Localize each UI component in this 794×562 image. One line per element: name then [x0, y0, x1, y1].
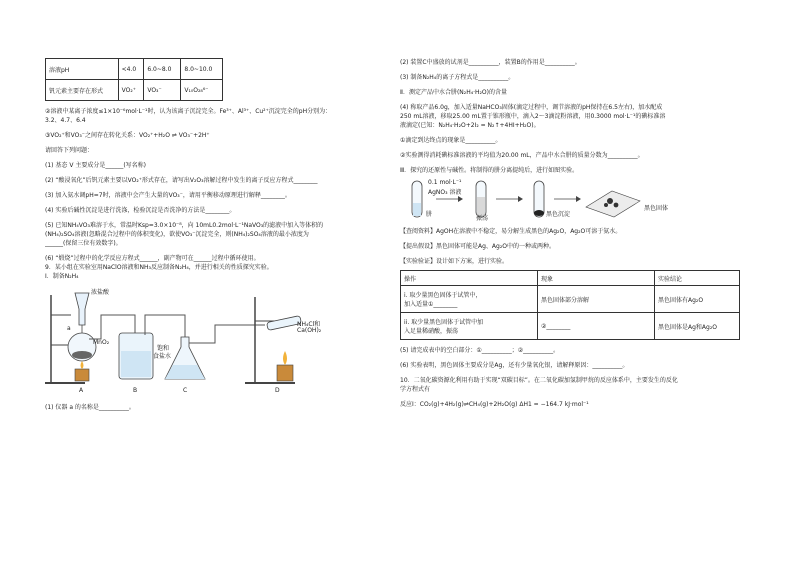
apparatus-figure — [45, 285, 385, 397]
right-column — [400, 58, 745, 409]
question-line: ②实验测得消耗碘标准溶液的平均值为20.00 mL，产品中水合肼的质量分数为__________。 — [400, 152, 644, 159]
table-row — [46, 59, 223, 80]
cell-line: 加入适量①________ — [404, 301, 458, 308]
question-line: 250 mL溶液，移取25.00 mL置于锥形瓶中，滴入2～3滴淀粉溶液，用0.3000 mol·L⁻¹的碘标准溶 — [400, 113, 666, 120]
cell-line: i. 取少量黑色固体于试管中， — [404, 292, 482, 299]
text-line: ③VO₂⁺和VO₃⁻之间存在转化关系：VO₂⁺+H₂O ⇌ VO₃⁻+2H⁺ — [45, 132, 210, 139]
table-cell — [401, 313, 538, 340]
table-cell: ②________ — [538, 313, 655, 340]
experiment-figure — [400, 177, 745, 221]
question-line: (5) 请完成表中的空白部分：①__________；②__________。 — [400, 347, 560, 354]
table-row — [46, 80, 223, 101]
label-shake: 振荡 — [476, 215, 489, 222]
table-cell — [401, 286, 538, 313]
question-line: (3) 加入氨水调pH=7时，溶液中会产生大量的VO₃⁻，请用平衡移动原理进行解释________。 — [45, 192, 291, 199]
label-hydrazine: 肼 — [426, 211, 433, 218]
ph-table — [45, 58, 223, 101]
label-mno2: MnO₂ — [93, 339, 110, 346]
experiment-table — [400, 270, 740, 340]
left-column — [45, 58, 385, 412]
cell-line: 入足量稀硝酸，振荡 — [404, 328, 459, 335]
question-line: 9．某小组在实验室用NaClO溶液和NH₃反应制备N₂H₄，并进行相关的性质探究实验。 — [45, 264, 273, 271]
cell-line: ii. 取少量黑色固体于试管中加 — [404, 319, 484, 326]
label-B: B — [133, 387, 138, 394]
table-header-cell: 操作 — [401, 271, 538, 286]
table-header-cell: 现象 — [538, 271, 655, 286]
label-black-solid: 黑色固体 — [644, 205, 669, 212]
question-line: (2) 装置C中盛放的试剂是__________，装置B的作用是__________。 — [400, 59, 581, 66]
label-D: D — [275, 387, 280, 394]
label-reagent-1: NH₄Cl和 — [297, 321, 321, 328]
table-row — [401, 313, 740, 340]
section-heading: Ⅲ．探究的还原性与碱性。将制得的肼分离提纯后，进行如图实验。 — [400, 167, 579, 174]
section-heading: Ⅱ．测定产品中水合肼(N₂H₄·H₂O)的含量 — [400, 89, 507, 96]
question-line: (5) 已知NH₄VO₃难溶于水，常温时Ksp=3.0×10⁻⁸，向 10mL0.2mol·L⁻¹NaVO₃的滤液中加入等体积的 — [45, 222, 324, 229]
question-line: (3) 制备N₂H₄的离子方程式是__________。 — [400, 74, 515, 81]
label-black-precip: 黑色沉淀 — [546, 211, 571, 218]
question-line: (NH₄)₂SO₄溶液(忽略混合过程中的体积变化)，欲使VO₃⁻沉淀完全，则(NH₄)₂SO₄溶液的最小浓度为 — [45, 231, 309, 238]
label-agno3-1: 0.1 mol·L⁻¹ — [428, 179, 462, 186]
question-line: ______(保留三位有效数字)。 — [45, 240, 122, 247]
question-line: 液滴定(已知：N₂H₄·H₂O+2I₂ = N₂↑+4HI+H₂O)。 — [400, 122, 540, 129]
question-line: (6) 实验表明，黑色固体主要成分是Ag，还有少量氧化银，请解释原因：__________。 — [400, 362, 629, 369]
table-cell: V₁₀O₂₈⁶⁻ — [181, 80, 223, 101]
table-cell: 8.0~10.0 — [181, 59, 223, 80]
table-cell: 黑色固体部分溶解 — [538, 286, 655, 313]
question-line: 10．二氧化碳资源化利用有助于实现“双碳目标”。在二氧化碳加氢制甲烷的反应体系中，主要发生的反化 — [400, 377, 678, 384]
label-C: C — [183, 387, 188, 394]
label-sat-nacl-2: 食盐水 — [153, 353, 172, 360]
label-reagent-2: Ca(OH)₂ — [297, 327, 322, 334]
question-line: (4) 称取产品6.0g，加入适量NaHCO₃固体(滴定过程中，调节溶液的pH保持在6.5左右)，加水配成 — [400, 104, 663, 111]
text-line: 【查阅资料】AgOH在溶液中不稳定，易分解生成黑色的Ag₂O，Ag₂O可溶于氨水。 — [400, 228, 622, 235]
label-agno3-2: AgNO₃ 溶液 — [428, 189, 462, 196]
table-cell: VO₃⁻ — [144, 80, 181, 101]
question-line: (1) 基态 V 主要成分是______(写名称) — [45, 162, 147, 169]
label-conc-acid: 浓盐酸 — [91, 289, 110, 296]
table-header-row — [401, 271, 740, 286]
question-line: (1) 仪器 a 的名称是__________。 — [45, 404, 135, 411]
table-cell: VO₂⁺ — [118, 80, 144, 101]
table-cell: <4.0 — [118, 59, 144, 80]
table-cell: 黑色固体是Ag和Ag₂O — [655, 313, 740, 340]
table-header-cell: 实验结论 — [655, 271, 740, 286]
table-cell: 钒元素主要存在形式 — [46, 80, 119, 101]
text-line: ②溶液中某离子浓度≤1×10⁻⁶mol·L⁻¹时，认为该离子沉淀完全。Fe³⁺、Al³⁺、Cu²⁺沉淀完全的pH分别为： — [45, 108, 332, 115]
question-line: (2) “酸浸氧化”后钒元素主要以VO₂⁺形式存在，请写出V₂O₃溶解过程中发生的离子反应方程式________ — [45, 177, 318, 184]
table-cell: 6.0~8.0 — [144, 59, 181, 80]
question-line: (6) “煅烧”过程中的化学反应方程式______，副产物可在______过程中循环使用。 — [45, 255, 260, 262]
text-line: 【提出假设】黑色固体可能是Ag、Ag₂O中的一种或两种。 — [400, 243, 555, 250]
table-cell: 溶液pH — [46, 59, 119, 80]
label-a: a — [67, 325, 71, 332]
section-heading: Ⅰ．制备N₂H₄ — [45, 273, 79, 280]
label-A: A — [79, 387, 84, 394]
question-line: (4) 实验后碱性沉淀是进行洗涤，检验沉淀是否洗净的方法是________。 — [45, 207, 236, 214]
label-sat-nacl-1: 饱和 — [157, 345, 170, 352]
text-line: 3.2、4.7、6.4 — [45, 117, 86, 124]
table-row — [401, 286, 740, 313]
table-cell: 黑色固体有Ag₂O — [655, 286, 740, 313]
text-line: 【实验验证】设计如下方案，进行实验。 — [400, 258, 509, 265]
equation-line: 反应Ⅰ：CO₂(g)+4H₂(g)⇌CH₄(g)+2H₂O(g) ΔH1 = −164.7 kJ·mol⁻¹ — [400, 401, 589, 408]
question-line: ①滴定到达终点的现象是__________。 — [400, 137, 502, 144]
question-line: 学方程式有 — [400, 386, 431, 393]
text-line: 请回答下列问题： — [45, 147, 94, 154]
